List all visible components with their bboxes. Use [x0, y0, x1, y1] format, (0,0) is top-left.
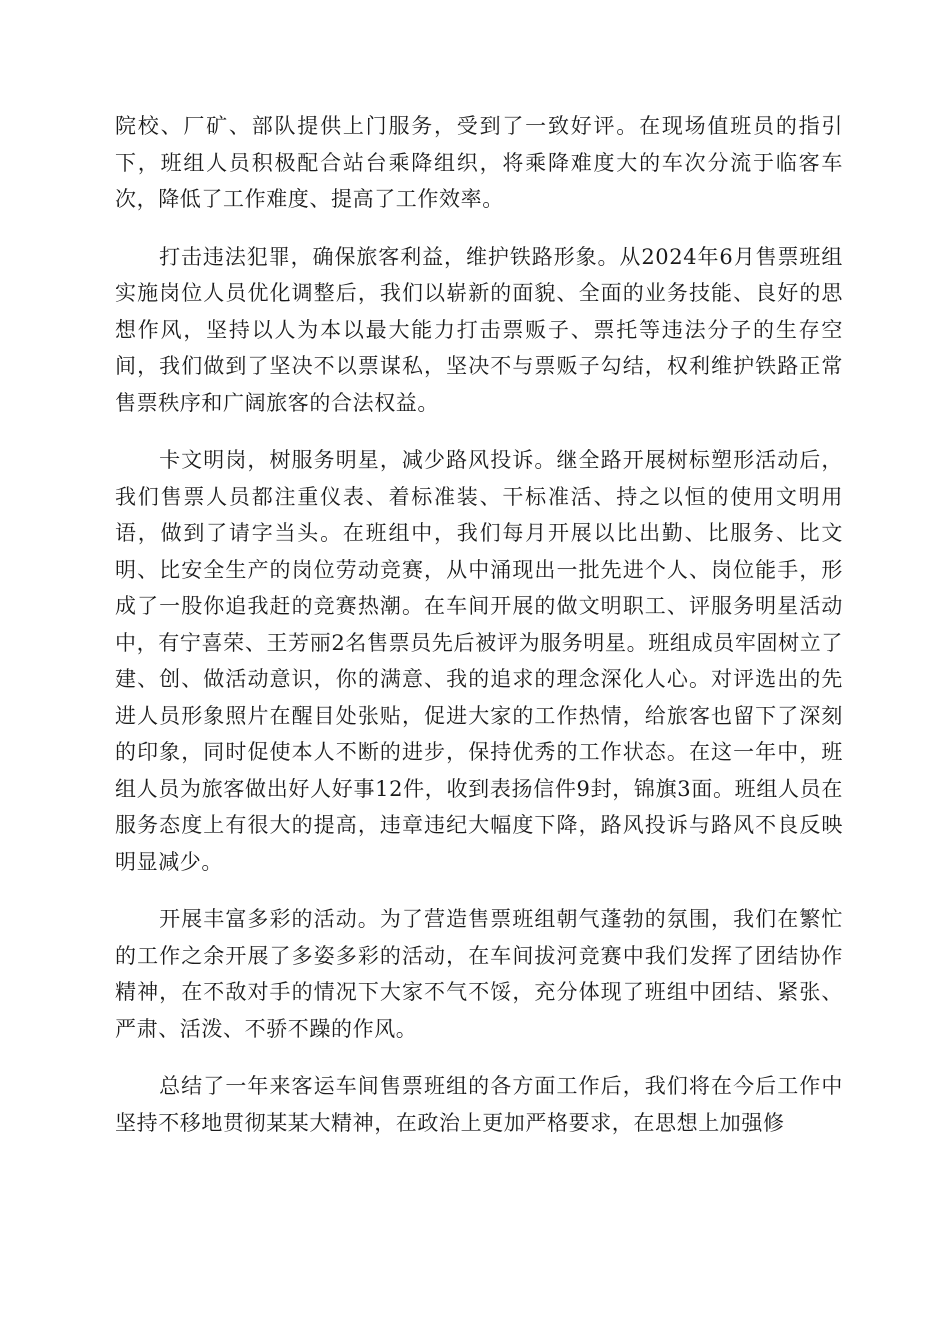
- paragraph-2: 打击违法犯罪，确保旅客利益，维护铁路形象。从2024年6月售票班组实施岗位人员优化调整后，我们以崭新的面貌、全面的业务技能、良好的思想作风，坚持以人为本以最大能力打击票贩子、票托等违法分子的生存空间，我们做到了坚决不以票谋私，坚决不与票贩子勾结，权利维护铁路正常售票秩序和广阔旅客的合法权益。: [115, 244, 843, 415]
- document-body: [115, 108, 843, 1162]
- paragraph-4: 开展丰富多彩的活动。为了营造售票班组朝气蓬勃的氛围，我们在繁忙的工作之余开展了多姿多彩的活动，在车间拔河竞赛中我们发挥了团结协作精神，在不敌对手的情况下大家不气不馁，充分体现了班组中团结、紧张、严肃、活泼、不骄不躁的作风。: [115, 907, 843, 1041]
- paragraph-1: 院校、厂矿、部队提供上门服务，受到了一致好评。在现场值班员的指引下，班组人员积极配合站台乘降组织，将乘降难度大的车次分流于临客车次，降低了工作难度、提高了工作效率。: [115, 114, 843, 211]
- paragraph-3: 卡文明岗，树服务明星，减少路风投诉。继全路开展树标塑形活动后，我们售票人员都注重仪表、着标准装、干标准活、持之以恒的使用文明用语，做到了请字当头。在班组中，我们每月开展以比出勤、比服务、比文明、比安全生产的岗位劳动竞赛，从中涌现出一批先进个人、岗位能手，形成了一股你追我赶的竞赛热潮。在车间开展的做文明职工、评服务明星活动中，有宁喜荣、王芳丽2名售票员先后被评为服务明星。班组成员牢固树立了建、创、做活动意识，你的满意、我的追求的理念深化人心。对评选出的先进人员形象照片在醒目处张贴，促进大家的工作热情，给旅客也留下了深刻的印象，同时促使本人不断的进步，保持优秀的工作状态。在这一年中，班组人员为旅客做出好人好事12件，收到表扬信件9封，锦旗3面。班组人员在服务态度上有很大的提高，违章违纪大幅度下降，路风投诉与路风不良反映明显减少。: [115, 448, 843, 874]
- paragraph-5: 总结了一年来客运车间售票班组的各方面工作后，我们将在今后工作中坚持不移地贯彻某某大精神，在政治上更加严格要求，在思想上加强修: [115, 1074, 843, 1135]
